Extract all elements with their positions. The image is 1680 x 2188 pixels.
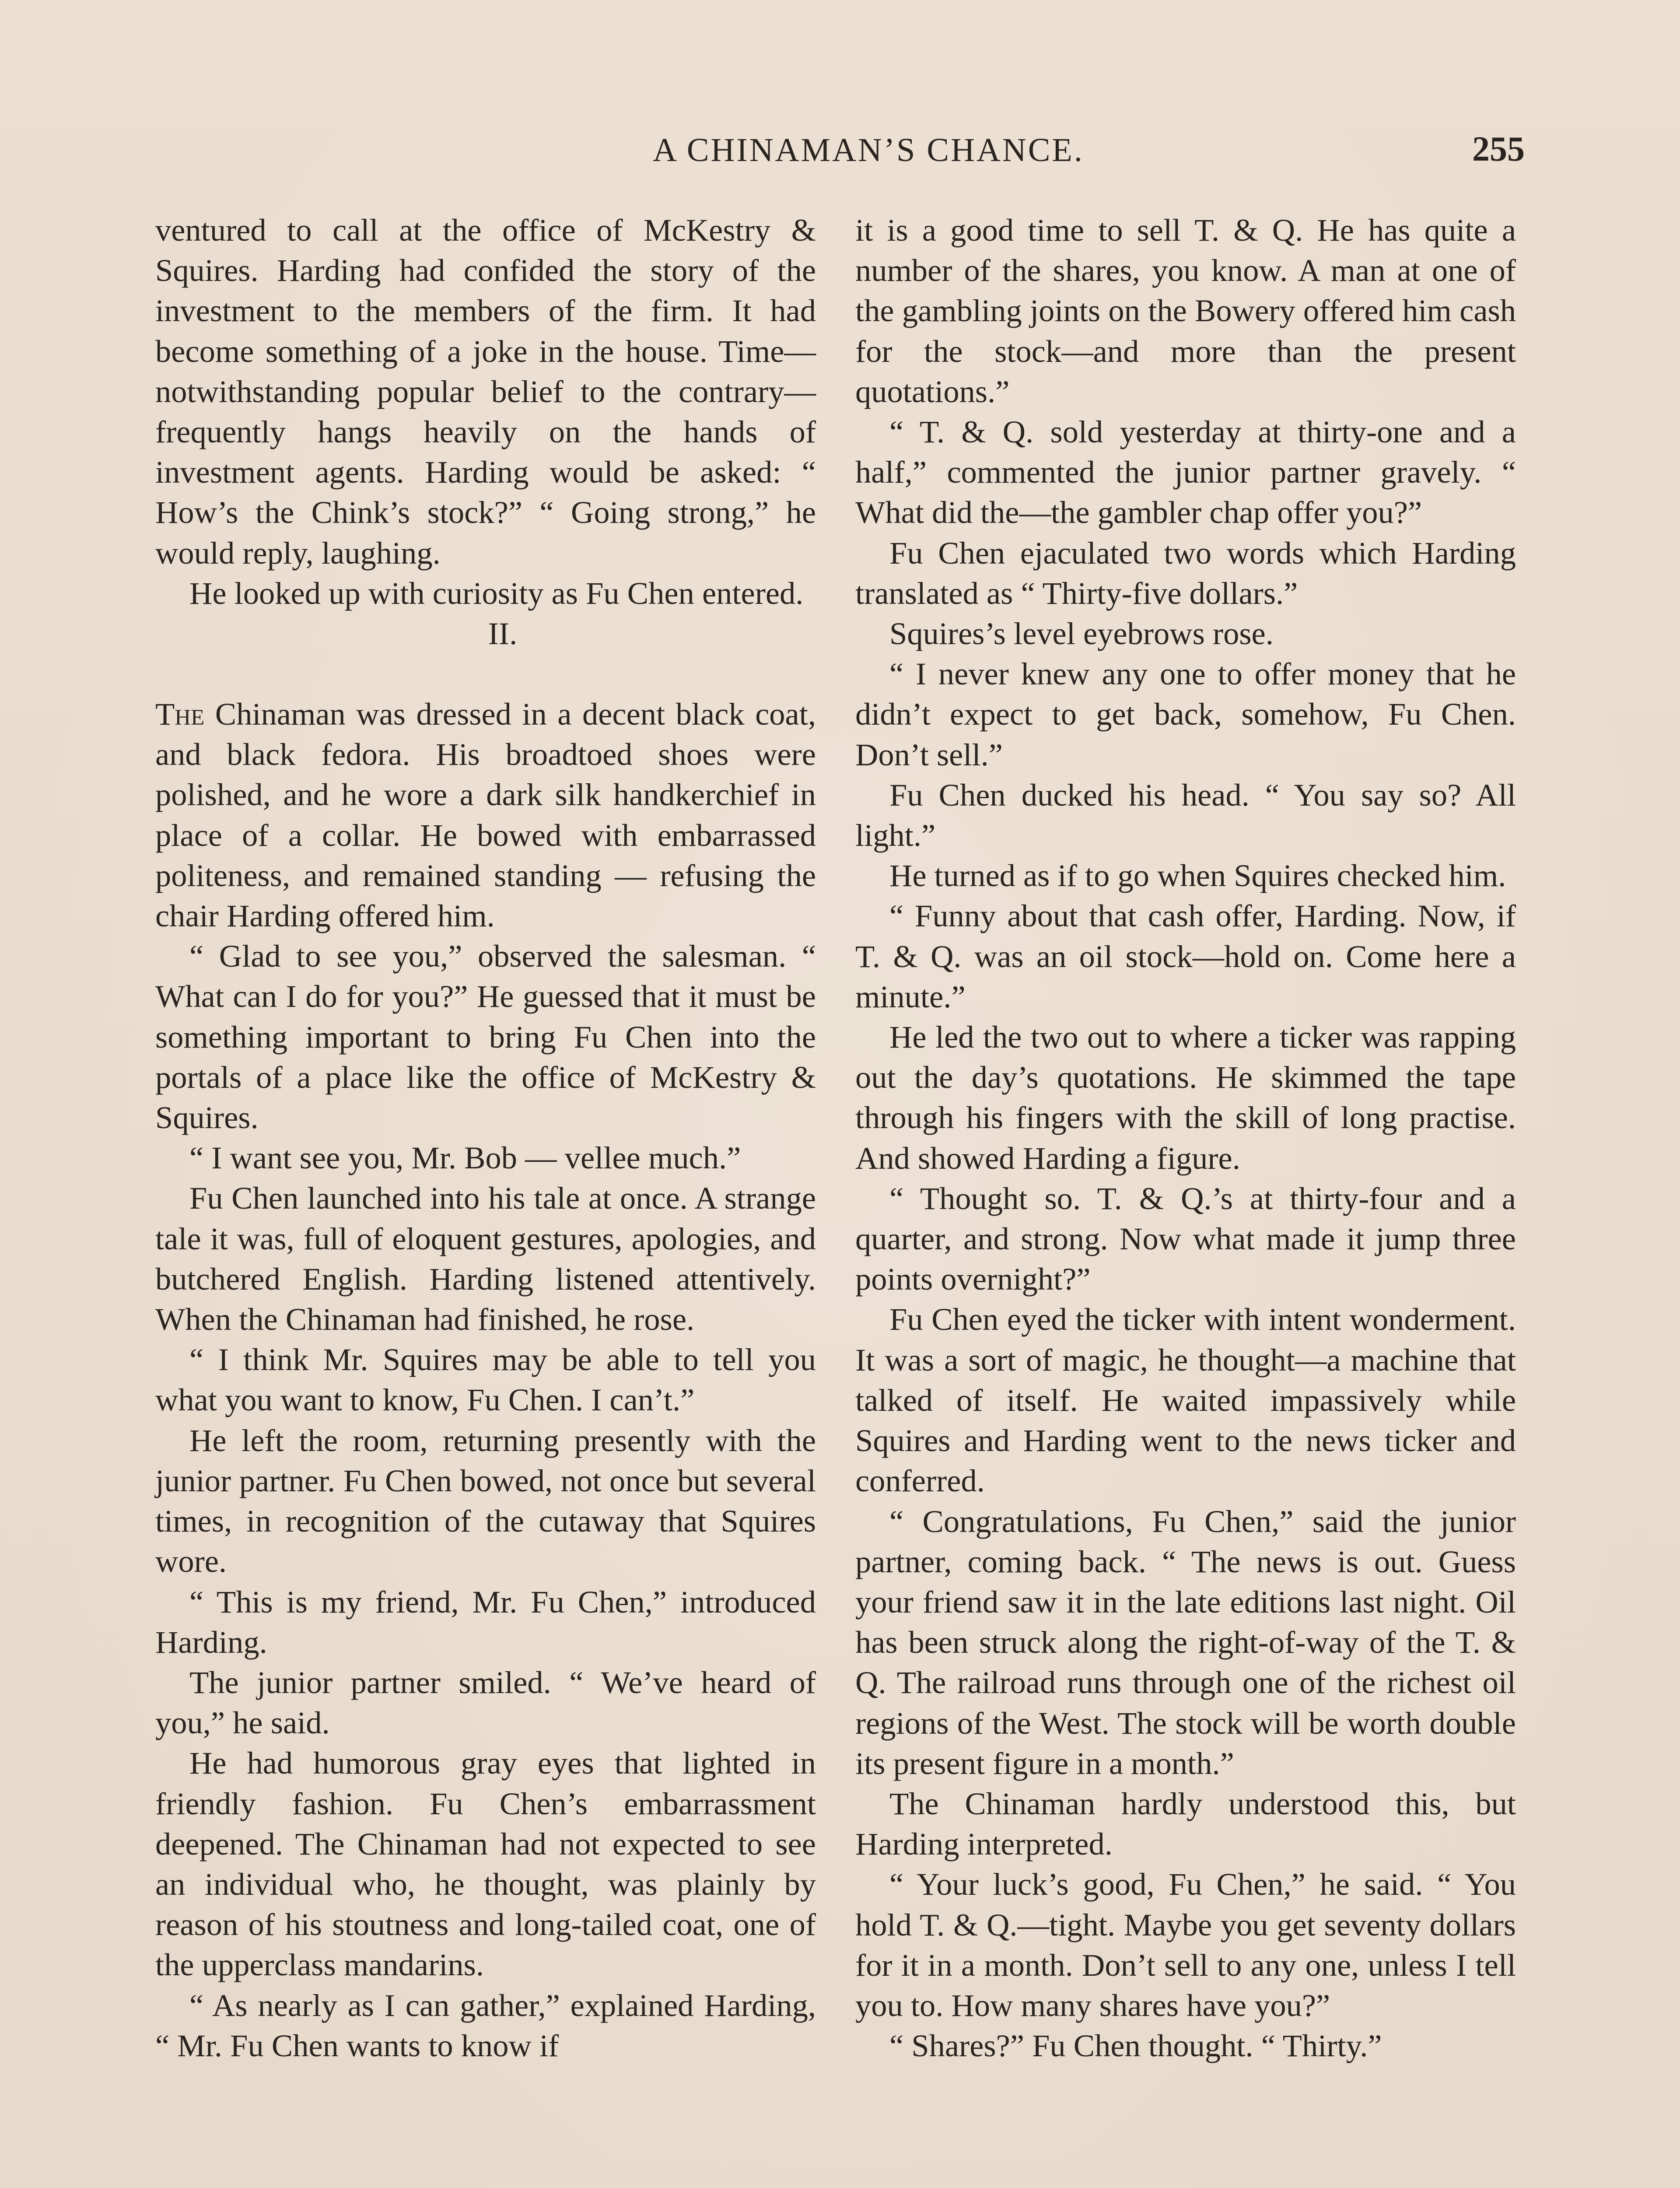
paragraph: He had humorous gray eyes that lighted in friendly fashion. Fu Chen’s embarrassment deepened. The Chinaman had not expected to see an individual who, he thought, was plainly by reason of his stoutness and long-tailed coat, one of the upperclass mandarins. — [155, 1745, 816, 1983]
paragraph — [155, 694, 816, 936]
paragraph: “ This is my friend, Mr. Fu Chen,” introduced Harding. — [155, 1584, 816, 1660]
page-number: 255 — [1472, 130, 1525, 168]
paragraph: Squires’s level eyebrows rose. — [889, 616, 1274, 652]
paragraph: it is a good time to sell T. & Q. He has quite a number of the shares, you know. A man at one of the gambling joints on the Bowery offered him cash for the stock—and more than the present quotations.” — [855, 212, 1516, 409]
running-title: A CHINAMAN’S CHANCE. — [653, 132, 1084, 168]
paragraph: “ T. & Q. sold yesterday at thirty-one and a half,” commented the junior partner gravely. “ What did the—the gambler chap offer you?” — [855, 414, 1516, 530]
paragraph: Fu Chen ejaculated two words which Harding translated as “ Thirty-five dollars.” — [855, 535, 1516, 611]
paragraph: “ I never knew any one to offer money that he didn’t expect to get back, somehow, Fu Chen. Don’t sell.” — [855, 656, 1516, 772]
paragraph: Fu Chen launched into his tale at once. A strange tale it was, full of eloquent gestures, apologies, and butchered English. Harding listened attentively. When the Chinaman had finished, he rose. — [155, 1180, 816, 1337]
paragraph: “ I want see you, Mr. Bob — vellee much.” — [189, 1140, 741, 1176]
paragraph: He left the room, returning presently with the junior partner. Fu Chen bowed, not once but several times, in recognition of the cutaway that Squires wore. — [155, 1422, 816, 1579]
paragraph: “ As nearly as I can gather,” explained Harding, “ Mr. Fu Chen wants to know if — [155, 1987, 816, 2063]
paragraph: “ Glad to see you,” observed the salesman. “ What can I do for you?” He guessed that it must be something important to bring Fu Chen into the portals of a place like the office of McKestry & Squires. — [155, 938, 816, 1136]
paragraph: He turned as if to go when Squires checked him. — [889, 858, 1506, 894]
section-heading: II. — [488, 616, 518, 652]
paragraph: Fu Chen ducked his head. “ You say so? All light.” — [855, 777, 1516, 853]
small-caps-opening: The — [155, 696, 205, 732]
paragraph: “ Thought so. T. & Q.’s at thirty-four and a quarter, and strong. Now what made it jump three points overnight?” — [855, 1180, 1516, 1297]
paragraph: “ I think Mr. Squires may be able to tell you what you want to know, Fu Chen. I can’t.” — [155, 1342, 816, 1418]
paragraph: He led the two out to where a ticker was rapping out the day’s quotations. He skimmed the tape through his fingers with the skill of long practise. And showed Harding a figure. — [855, 1019, 1516, 1176]
paragraph: ventured to call at the office of McKestry & Squires. Harding had confided the story of the investment to the members of the firm. It had become something of a joke in the house. Time—notwithstanding popular belief to the contrary—frequently hangs heavily on the hands of investment agents. Harding would be asked: “ How’s the Chink’s stock?” “ Going strong,” he would reply, laughing. — [155, 212, 816, 571]
paragraph: “ Congratulations, Fu Chen,” said the junior partner, coming back. “ The news is out. Guess your friend saw it in the late editions last night. Oil has been struck along the right-of-way of the T. & Q. The railroad runs through one of the richest oil regions of the West. The stock will be worth double its present figure in a month.” — [855, 1503, 1516, 1781]
paragraph: The Chinaman hardly understood this, but Harding interpreted. — [855, 1785, 1516, 1862]
paragraph-text: Chinaman was dressed in a decent black coat, and black fedora. His broadtoed shoes were polished, and he wore a dark silk handkerchief in place of a collar. He bowed with embarrassed politeness, and remained standing — refusing the chair Harding offered him. — [155, 696, 816, 934]
paragraph: Fu Chen eyed the ticker with intent wonderment. It was a sort of magic, he thought—a machine that talked of itself. He waited impassively while Squires and Harding went to the news ticker and conferred. — [855, 1301, 1516, 1499]
paragraph: “ Funny about that cash offer, Harding. Now, if T. & Q. was an oil stock—hold on. Come here a minute.” — [855, 898, 1516, 1014]
paragraph: The junior partner smiled. “ We’ve heard of you,” he said. — [155, 1664, 816, 1741]
right-column — [855, 210, 1516, 2066]
paragraph: “ Shares?” Fu Chen thought. “ Thirty.” — [889, 2028, 1382, 2064]
left-column — [155, 210, 816, 2066]
paragraph: “ Your luck’s good, Fu Chen,” he said. “ You hold T. & Q.—tight. Maybe you get seventy dollars for it in a month. Don’t sell to any one, unless I tell you to. How many shares have you?” — [855, 1866, 1516, 2023]
paragraph: He looked up with curiosity as Fu Chen entered. — [189, 575, 804, 611]
